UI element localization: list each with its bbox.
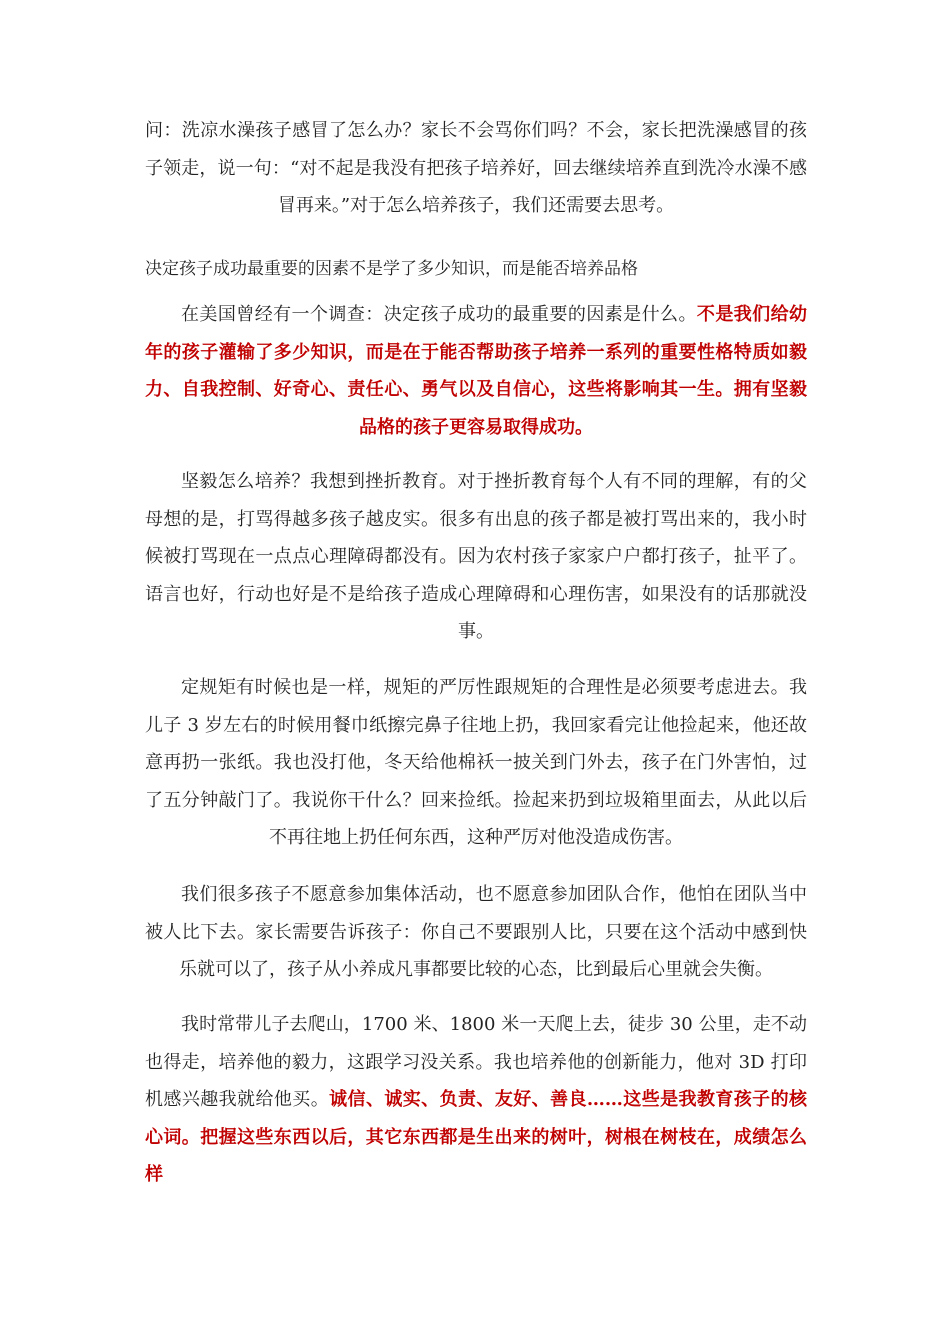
- paragraph-survey: [145, 296, 807, 446]
- highlight-text: 不是我们给幼年的孩子灌输了多少知识，而是在于能否帮助孩子培养一系列的重要性格特质如毅力、自我控制、好奇心、责任心、勇气以及自信心，这些将影响其一生。拥有坚毅品格的孩子更容易取得成功。: [145, 304, 808, 438]
- paragraph-rules: [145, 669, 807, 857]
- paragraph-team: [145, 876, 807, 989]
- paragraph-cold-bath: [145, 112, 807, 225]
- heading-text: 决定孩子成功最重要的因素不是学了多少知识，而是能否培养品格: [145, 259, 638, 279]
- text-span: 定规矩有时候也是一样，规矩的严厉性跟规矩的合理性是必须要考虑进去。我儿子 3 岁左右的时候用餐巾纸擦完鼻子往地上扔，我回家看完让他捡起来，他还故意再扔一张纸。我也没打他，冬天给他棉袄一披关到门外去，孩子在门外害怕，过了五分钟敲门了。我说你干什么？回来捡纸。捡起来扔到垃圾箱里面去，从此以后不再往地上扔任何东西，这种严厉对他没造成伤害。: [145, 677, 807, 848]
- highlight-text: 诚信、诚实、负责、友好、善良……这些是我教育孩子的核心词。把握这些东西以后，其它东西都是生出来的树叶，树根在树枝在，成绩怎么样: [145, 1089, 808, 1185]
- text-span: 坚毅怎么培养？我想到挫折教育。对于挫折教育每个人有不同的理解，有的父母想的是，打骂得越多孩子越皮实。很多有出息的孩子都是被打骂出来的，我小时候被打骂现在一点点心理障碍都没有。因为农村孩子家家户户都打孩子，扯平了。语言也好，行动也好是不是给孩子造成心理障碍和心理伤害，如果没有的话那就没事。: [145, 471, 807, 642]
- text-span: 我们很多孩子不愿意参加集体活动，也不愿意参加团队合作，他怕在团队当中被人比下去。家长需要告诉孩子：你自己不要跟别人比，只要在这个活动中感到快乐就可以了，孩子从小养成凡事都要比较的心态，比到最后心里就会失衡。: [145, 884, 807, 980]
- paragraph-hiking: [145, 1006, 807, 1194]
- paragraph-frustration: [145, 463, 807, 651]
- text-span: 我时常带儿子去爬山，1700 米、1800 米一天爬上去，徒步 30 公里，走不动也得走，培养他的毅力，这跟学习没关系。我也培养他的创新能力，他对 3D 打印机感兴趣我就给他买。: [145, 1014, 807, 1110]
- text-span: 问：洗凉水澡孩子感冒了怎么办？家长不会骂你们吗？不会，家长把洗澡感冒的孩子领走，说一句：“对不起是我没有把孩子培养好，回去继续培养直到洗冷水澡不感冒再来。”对于怎么培养孩子，我们还需要去思考。: [145, 120, 807, 216]
- section-heading: [145, 254, 807, 284]
- text-span: 在美国曾经有一个调查：决定孩子成功的最重要的因素是什么。: [181, 304, 697, 325]
